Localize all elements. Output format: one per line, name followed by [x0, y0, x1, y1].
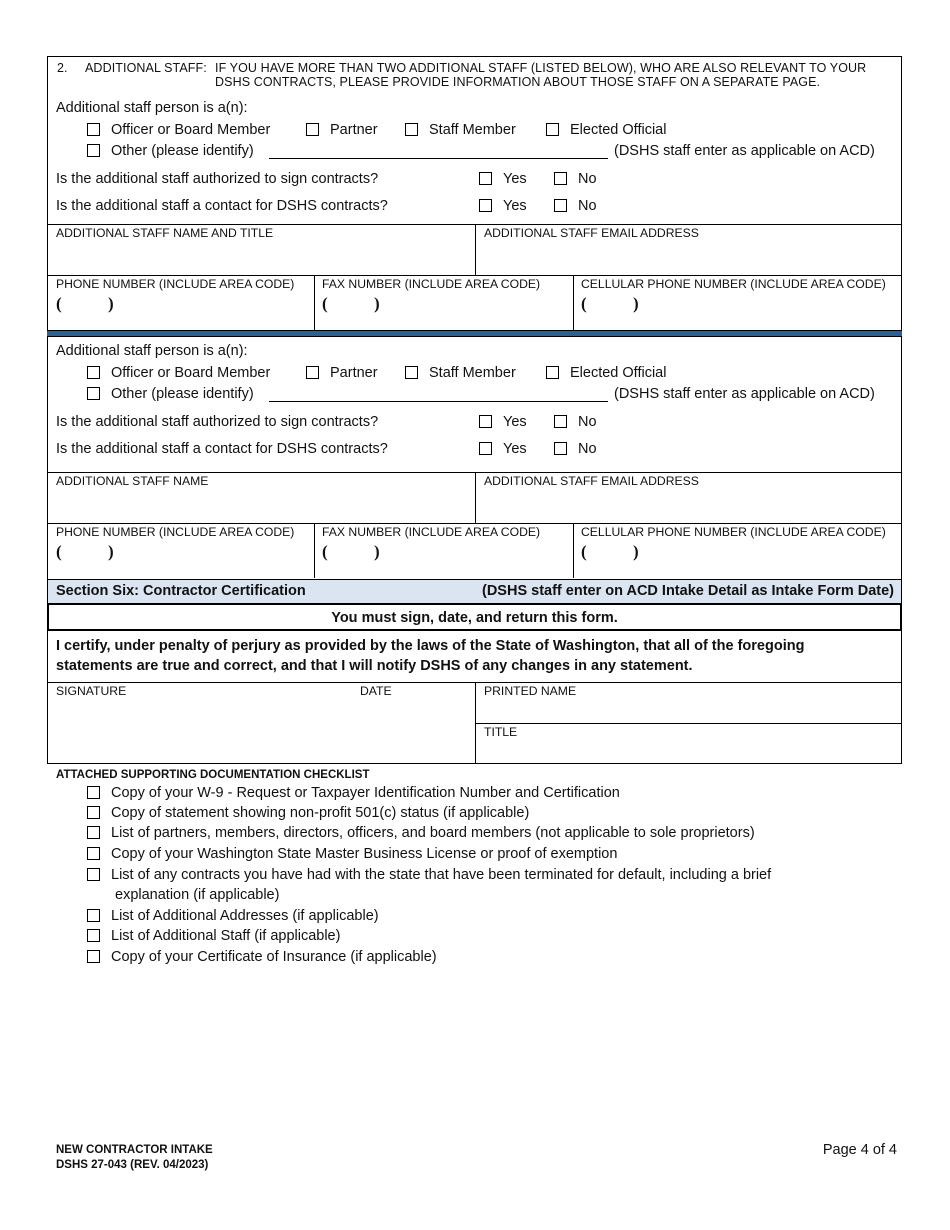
- staff-email-field-2[interactable]: [476, 488, 901, 522]
- section-number: 2.: [57, 61, 68, 75]
- checklist-item-3: List of partners, members, directors, officers, and board members (not applicable to sole proprietors): [111, 825, 755, 841]
- checklist-checkbox-2[interactable]: [87, 806, 100, 819]
- checklist-checkbox-5[interactable]: [87, 868, 100, 881]
- role-elected-official-label-2: Elected Official: [570, 365, 667, 381]
- person-type-label-2: Additional staff person is a(n):: [56, 343, 248, 359]
- sign-no-label: No: [578, 171, 597, 187]
- checklist-heading: ATTACHED SUPPORTING DOCUMENTATION CHECKLIST: [56, 769, 370, 781]
- staff-email-label: ADDITIONAL STAFF EMAIL ADDRESS: [484, 226, 699, 240]
- phone-paren-open-2: (: [56, 542, 62, 561]
- fax-paren-open: (: [322, 294, 328, 313]
- footer-form-number: DSHS 27-043 (REV. 04/2023): [56, 1159, 209, 1171]
- date-field[interactable]: [352, 698, 472, 762]
- checklist-checkbox-3[interactable]: [87, 826, 100, 839]
- staff-name-label-2: ADDITIONAL STAFF NAME: [56, 474, 209, 488]
- phone-input[interactable]: [120, 292, 310, 326]
- phone-paren-close: ): [108, 294, 114, 313]
- sign-question-2: Is the additional staff authorized to sign contracts?: [56, 414, 379, 430]
- other-note: (DSHS staff enter as applicable on ACD): [614, 143, 875, 159]
- phone-label: PHONE NUMBER (INCLUDE AREA CODE): [56, 277, 295, 291]
- checkbox-officer[interactable]: [87, 123, 100, 136]
- must-sign-text: You must sign, date, and return this form.: [331, 610, 618, 626]
- sign-no-label-2: No: [578, 414, 597, 430]
- title-field[interactable]: [476, 739, 901, 763]
- phone-label-2: PHONE NUMBER (INCLUDE AREA CODE): [56, 525, 295, 539]
- cell-label: CELLULAR PHONE NUMBER (INCLUDE AREA CODE): [581, 277, 886, 291]
- checklist-item-4: Copy of your Washington State Master Business License or proof of exemption: [111, 846, 618, 862]
- fax-label-2: FAX NUMBER (INCLUDE AREA CODE): [322, 525, 541, 539]
- footer-page-number: Page 4 of 4: [822, 1142, 897, 1158]
- checkbox-contact-no-2[interactable]: [554, 442, 567, 455]
- cell-input[interactable]: [645, 292, 898, 326]
- checkbox-contact-no[interactable]: [554, 199, 567, 212]
- fax-input-2[interactable]: [386, 540, 569, 574]
- staff-name-field[interactable]: [48, 240, 474, 274]
- phone-paren-close-2: ): [108, 542, 114, 561]
- certify-line-2: statements are true and correct, and that I will notify DSHS of any changes in any statement.: [56, 658, 693, 674]
- contact-question: Is the additional staff a contact for DSHS contracts?: [56, 198, 388, 214]
- date-label: DATE: [360, 684, 392, 698]
- other-input-line[interactable]: [269, 158, 608, 159]
- section-label: ADDITIONAL STAFF:: [85, 61, 207, 75]
- checkbox-contact-yes-2[interactable]: [479, 442, 492, 455]
- contact-no-label: No: [578, 198, 597, 214]
- checkbox-elected-official-2[interactable]: [546, 366, 559, 379]
- checkbox-sign-no-2[interactable]: [554, 415, 567, 428]
- checklist-item-7: List of Additional Staff (if applicable): [111, 928, 341, 944]
- checkbox-officer-2[interactable]: [87, 366, 100, 379]
- cell-paren-close: ): [633, 294, 639, 313]
- section-instruction-1: IF YOU HAVE MORE THAN TWO ADDITIONAL STAFF (LISTED BELOW), WHO ARE ALSO RELEVANT TO YOUR: [215, 61, 867, 75]
- printed-name-label: PRINTED NAME: [484, 684, 577, 698]
- checklist-item-5: List of any contracts you have had with the state that have been terminated for default, including a brief: [111, 867, 772, 883]
- checkbox-sign-yes-2[interactable]: [479, 415, 492, 428]
- fax-input[interactable]: [386, 292, 569, 326]
- checklist-checkbox-8[interactable]: [87, 950, 100, 963]
- person-type-label: Additional staff person is a(n):: [56, 100, 248, 116]
- role-staff-member-label: Staff Member: [429, 122, 516, 138]
- phone-input-2[interactable]: [120, 540, 310, 574]
- signature-field[interactable]: [48, 698, 348, 762]
- phone-paren-open: (: [56, 294, 62, 313]
- staff-name-field-2[interactable]: [48, 488, 474, 522]
- other-label: Other (please identify): [111, 143, 254, 159]
- sign-yes-label-2: Yes: [503, 414, 527, 430]
- checkbox-other[interactable]: [87, 144, 100, 157]
- other-note-2: (DSHS staff enter as applicable on ACD): [614, 386, 875, 402]
- other-input-line-2[interactable]: [269, 401, 608, 402]
- role-partner-label-2: Partner: [330, 365, 378, 381]
- checkbox-staff-member-2[interactable]: [405, 366, 418, 379]
- checkbox-elected-official[interactable]: [546, 123, 559, 136]
- section-six-note: (DSHS staff enter on ACD Intake Detail as Intake Form Date): [482, 583, 894, 599]
- contact-yes-label-2: Yes: [503, 441, 527, 457]
- cell-paren-open-2: (: [581, 542, 587, 561]
- cell-paren-open: (: [581, 294, 587, 313]
- contact-question-2: Is the additional staff a contact for DSHS contracts?: [56, 441, 388, 457]
- checklist-item-8: Copy of your Certificate of Insurance (if applicable): [111, 949, 437, 965]
- other-label-2: Other (please identify): [111, 386, 254, 402]
- checklist-item-5-continuation: explanation (if applicable): [115, 887, 280, 903]
- staff-email-label-2: ADDITIONAL STAFF EMAIL ADDRESS: [484, 474, 699, 488]
- checklist-checkbox-1[interactable]: [87, 786, 100, 799]
- checklist-checkbox-4[interactable]: [87, 847, 100, 860]
- role-partner-label: Partner: [330, 122, 378, 138]
- staff-name-label: ADDITIONAL STAFF NAME AND TITLE: [56, 226, 274, 240]
- checklist-item-6: List of Additional Addresses (if applicable): [111, 908, 379, 924]
- checkbox-staff-member[interactable]: [405, 123, 418, 136]
- sign-yes-label: Yes: [503, 171, 527, 187]
- title-label: TITLE: [484, 725, 518, 739]
- checklist-item-2: Copy of statement showing non-profit 501(c) status (if applicable): [111, 805, 530, 821]
- footer-form-name: NEW CONTRACTOR INTAKE: [56, 1144, 213, 1156]
- cell-input-2[interactable]: [645, 540, 898, 574]
- checklist-item-1: Copy of your W-9 - Request or Taxpayer Identification Number and Certification: [111, 785, 620, 801]
- cell-label-2: CELLULAR PHONE NUMBER (INCLUDE AREA CODE): [581, 525, 886, 539]
- sign-question: Is the additional staff authorized to sign contracts?: [56, 171, 379, 187]
- printed-name-field[interactable]: [476, 698, 901, 722]
- role-staff-member-label-2: Staff Member: [429, 365, 516, 381]
- checkbox-partner-2[interactable]: [306, 366, 319, 379]
- staff-email-field[interactable]: [476, 240, 901, 274]
- checkbox-contact-yes[interactable]: [479, 199, 492, 212]
- cell-paren-close-2: ): [633, 542, 639, 561]
- contact-yes-label: Yes: [503, 198, 527, 214]
- checkbox-other-2[interactable]: [87, 387, 100, 400]
- signature-label: SIGNATURE: [56, 684, 127, 698]
- checkbox-sign-yes[interactable]: [479, 172, 492, 185]
- section-six-title: Section Six: Contractor Certification: [56, 583, 306, 599]
- fax-label: FAX NUMBER (INCLUDE AREA CODE): [322, 277, 541, 291]
- role-officer-label-2: Officer or Board Member: [111, 365, 271, 381]
- checkbox-partner[interactable]: [306, 123, 319, 136]
- role-officer-label: Officer or Board Member: [111, 122, 271, 138]
- block-divider: [47, 330, 902, 337]
- checklist-checkbox-6[interactable]: [87, 909, 100, 922]
- contact-no-label-2: No: [578, 441, 597, 457]
- checkbox-sign-no[interactable]: [554, 172, 567, 185]
- certify-line-1: I certify, under penalty of perjury as provided by the laws of the State of Washington, that all of the foregoing: [56, 638, 805, 654]
- fax-paren-open-2: (: [322, 542, 328, 561]
- section-instruction-2: DSHS CONTRACTS, PLEASE PROVIDE INFORMATION ABOUT THOSE STAFF ON A SEPARATE PAGE.: [215, 75, 821, 89]
- role-elected-official-label: Elected Official: [570, 122, 667, 138]
- fax-paren-close-2: ): [374, 542, 380, 561]
- fax-paren-close: ): [374, 294, 380, 313]
- checklist-checkbox-7[interactable]: [87, 929, 100, 942]
